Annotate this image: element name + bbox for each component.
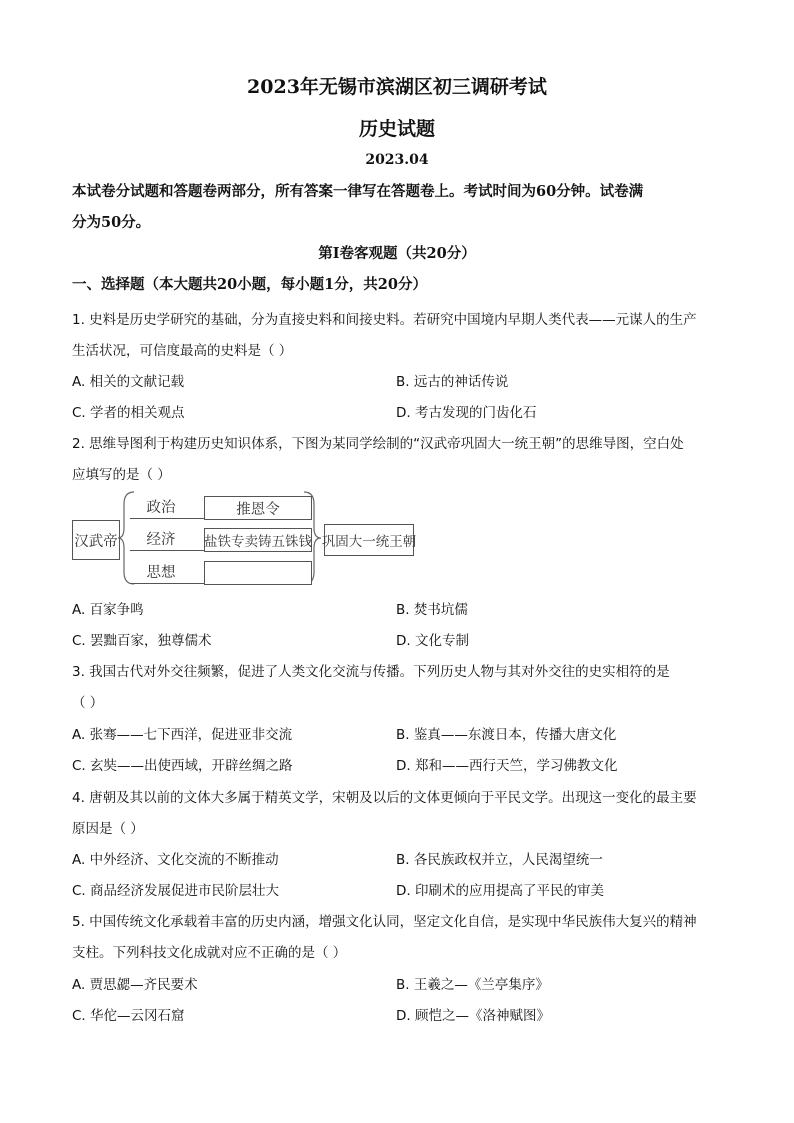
q2-stem-line-2: 应填写的是（ ） xyxy=(72,467,171,483)
section-title: 第Ⅰ卷客观题（共20分） xyxy=(318,245,476,262)
q1-option-c: C. 学者的相关观点 xyxy=(72,405,185,421)
q4-option-a: A. 中外经济、文化交流的不断推动 xyxy=(72,852,279,868)
mindmap-box-thought-blank xyxy=(204,561,312,585)
q1-stem-line-2: 生活状况，可信度最高的史料是（ ） xyxy=(72,343,293,359)
q5-stem-line-1: 5. 中国传统文化承载着丰富的历史内涵，增强文化认同，坚定文化自信，是实现中华民族伟大复兴的精神 xyxy=(72,914,697,930)
exam-title: 2023年无锡市滨湖区初三调研考试 xyxy=(247,76,547,98)
q3-stem-line-2: （ ） xyxy=(72,695,104,711)
instructions-line-2: 分为50分。 xyxy=(72,214,151,231)
q2-option-a: A. 百家争鸣 xyxy=(72,602,144,618)
q2-option-b: B. 焚书坑儒 xyxy=(396,602,468,618)
q5-option-b: B. 王羲之—《兰亭集序》 xyxy=(396,977,549,993)
q3-stem-line-1: 3. 我国古代对外交往频繁，促进了人类文化交流与传播。下列历史人物与其对外交往的史实相符的是 xyxy=(72,664,670,680)
instructions xyxy=(72,176,722,238)
q1-stem-line-1: 1. 史料是历史学研究的基础，分为直接史料和间接史料。若研究中国境内早期人类代表——元谋人的生产 xyxy=(72,312,697,328)
q5-option-a: A. 贾思勰—齐民要术 xyxy=(72,977,198,993)
subject-title: 历史试题 xyxy=(358,118,435,140)
q2-stem-line-1: 2. 思维导图利于构建历史知识体系，下图为某同学绘制的“汉武帝巩固大一统王朝”的思维导图，空白处 xyxy=(72,436,684,452)
mindmap-box-politics: 推恩令 xyxy=(204,496,312,520)
q3-option-c: C. 玄奘——出使西域，开辟丝绸之路 xyxy=(72,758,293,774)
q3-option-a: A. 张骞——七下西洋，促进亚非交流 xyxy=(72,727,293,743)
q5-option-c: C. 华佗—云冈石窟 xyxy=(72,1008,185,1024)
mindmap-rule xyxy=(130,518,204,519)
mindmap-rule xyxy=(130,550,204,551)
q5-option-d: D. 顾恺之—《洛神赋图》 xyxy=(396,1008,550,1024)
mindmap-rule xyxy=(130,583,204,584)
mindmap-goal: 巩固大一统王朝 xyxy=(324,524,414,556)
q5-stem-line-2: 支柱。下列科技文化成就对应不正确的是（ ） xyxy=(72,945,347,961)
q1-option-a: A. 相关的文献记载 xyxy=(72,374,185,390)
exam-date: 2023.04 xyxy=(365,152,429,168)
q4-option-c: C. 商品经济发展促进市民阶层壮大 xyxy=(72,883,280,899)
q2-option-d: D. 文化专制 xyxy=(396,633,469,649)
q4-stem-line-1: 4. 唐朝及其以前的文体大多属于精英文学，宋朝及以后的文体更倾向于平民文学。出现这一变化的最主要 xyxy=(72,790,697,806)
instructions-line-1: 本试卷分试题和答题卷两部分，所有答案一律写在答题卷上。考试时间为60分钟。试卷满 xyxy=(72,183,644,200)
mindmap-label-thought: 思想 xyxy=(146,565,176,581)
mindmap-label-economy: 经济 xyxy=(146,532,176,548)
q1-option-b: B. 远古的神话传说 xyxy=(396,374,509,390)
mindmap-box-economy: 盐铁专卖铸五铢钱 xyxy=(204,528,312,552)
q3-option-d: D. 郑和——西行天竺，学习佛教文化 xyxy=(396,758,618,774)
q2-option-c: C. 罢黜百家，独尊儒术 xyxy=(72,633,212,649)
q4-stem-line-2: 原因是（ ） xyxy=(72,821,144,837)
mindmap-label-politics: 政治 xyxy=(146,500,176,516)
part-one-heading: 一、选择题（本大题共20小题，每小题1分，共20分） xyxy=(72,276,427,293)
q1-option-d: D. 考古发现的门齿化石 xyxy=(396,405,537,421)
q4-option-b: B. 各民族政权并立，人民渴望统一 xyxy=(396,852,603,868)
q3-option-b: B. 鉴真——东渡日本，传播大唐文化 xyxy=(396,727,617,743)
q4-option-d: D. 印刷术的应用提高了平民的审美 xyxy=(396,883,604,899)
mindmap-root: 汉武帝 xyxy=(72,520,120,560)
